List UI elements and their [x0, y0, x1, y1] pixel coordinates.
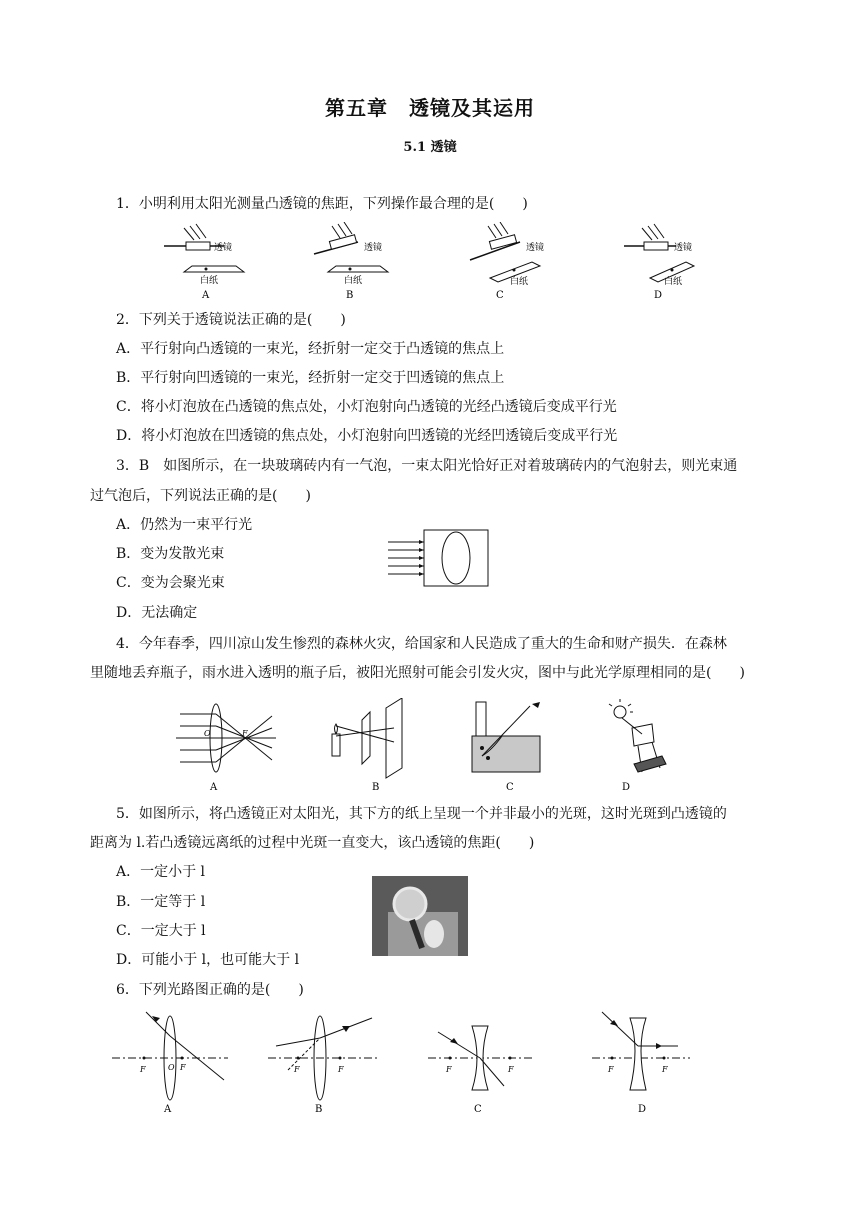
q5-option-b: B．一定等于 l — [116, 894, 206, 910]
q2-option-a: A．平行射向凸透镜的一束光，经折射一定交于凸透镜的焦点上 — [116, 341, 505, 357]
q1-stem: 1．小明利用太阳光测量凸透镜的焦距，下列操作最合理的是( ) — [116, 196, 528, 212]
q6-c-f-right: F — [508, 1065, 514, 1074]
q4-figure — [176, 698, 686, 798]
q1-b-lens-label: 透镜 — [364, 243, 383, 253]
q1-a-paper-label: 白纸 — [200, 276, 219, 286]
q5-stem-line2: 距离为 l.若凸透镜远离纸的过程中光斑一直变大，该凸透镜的焦距( ) — [90, 835, 535, 851]
q3-option-b: B．变为发散光束 — [116, 546, 225, 562]
q4-option-b: B — [372, 782, 380, 793]
q6-stem: 6．下列光路图正确的是( ) — [116, 982, 304, 998]
q2-option-b: B．平行射向凹透镜的一束光，经折射一定交于凹透镜的焦点上 — [116, 370, 505, 386]
q6-option-d: D — [638, 1104, 647, 1115]
q4-option-a: A — [210, 782, 218, 793]
q2-option-d: D．将小灯泡放在凹透镜的焦点处，小灯泡射向凹透镜的光经凹透镜后变成平行光 — [116, 428, 618, 444]
q4-stem-line1: 4．今年春季，四川凉山发生惨烈的森林火灾，给国家和人民造成了重大的生命和财产损失．在森林 — [116, 636, 727, 652]
q3-glass-brick-figure — [388, 528, 492, 588]
q6-fig-d — [592, 1012, 690, 1115]
q4-fig-b — [332, 698, 402, 793]
q6-a-f-left: F — [140, 1065, 146, 1074]
q5-option-d: D．可能小于 l，也可能大于 l — [116, 952, 300, 968]
chapter-title: 第五章 透镜及其运用 — [325, 96, 535, 120]
q4-option-c: C — [506, 782, 514, 793]
section-title: 5.1 透镜 — [403, 140, 457, 155]
q5-photo-magnifier — [372, 876, 468, 956]
q2-option-c: C．将小灯泡放在凸透镜的焦点处，小灯泡射向凸透镜的光经凸透镜后变成平行光 — [116, 399, 617, 415]
q6-b-f-left: F — [294, 1065, 300, 1074]
q6-option-c: C — [474, 1104, 482, 1115]
q6-c-f-left: F — [446, 1065, 452, 1074]
q5-option-a: A．一定小于 l — [116, 864, 206, 880]
q1-fig-d — [624, 224, 694, 301]
q1-b-paper-label: 白纸 — [344, 276, 363, 286]
q4-a-o-label: O — [204, 729, 211, 738]
q6-d-f-right: F — [662, 1065, 668, 1074]
q1-fig-c — [470, 222, 544, 301]
q4-fig-c — [472, 702, 540, 793]
q1-figure — [164, 222, 696, 302]
q3-option-c: C．变为会聚光束 — [116, 575, 225, 591]
q5-option-c: C．一定大于 l — [116, 923, 206, 939]
q1-d-lens-label: 透镜 — [674, 243, 693, 253]
q1-option-a: A — [202, 290, 210, 301]
q3-stem-line1: 3．B 如图所示，在一块玻璃砖内有一气泡，一束太阳光恰好正对着玻璃砖内的气泡射去，则光束通 — [116, 458, 738, 474]
q1-option-c: C — [496, 290, 504, 301]
q1-option-b: B — [346, 290, 354, 301]
q6-b-f-right: F — [338, 1065, 344, 1074]
q6-fig-a — [112, 1012, 228, 1115]
q3-stem-line2: 过气泡后，下列说法正确的是( ) — [90, 488, 311, 504]
q6-fig-c — [428, 1026, 534, 1115]
q6-a-f-right: F — [180, 1063, 186, 1072]
q4-fig-a — [176, 704, 276, 793]
q6-option-a: A — [164, 1104, 172, 1115]
q1-c-lens-label: 透镜 — [526, 243, 545, 253]
q6-a-o-label: O — [168, 1063, 175, 1072]
q1-c-paper-label: 白纸 — [510, 277, 529, 287]
q1-option-d: D — [654, 290, 663, 301]
q6-option-b: B — [315, 1104, 323, 1115]
q4-a-f-label: F — [242, 729, 248, 738]
q1-a-lens-label: 透镜 — [214, 243, 233, 253]
q4-fig-d — [609, 699, 666, 793]
q3-option-d: D．无法确定 — [116, 605, 198, 621]
q1-fig-b — [314, 222, 388, 301]
q4-stem-line2: 里随地丢弃瓶子，雨水进入透明的瓶子后，被阳光照射可能会引发火灾，图中与此光学原理相同的是( ) — [90, 665, 745, 681]
q3-option-a: A．仍然为一束平行光 — [116, 517, 253, 533]
q1-d-paper-label: 白纸 — [664, 277, 683, 287]
q6-d-f-left: F — [608, 1065, 614, 1074]
q5-stem-line1: 5．如图所示，将凸透镜正对太阳光，其下方的纸上呈现一个并非最小的光斑，这时光斑到凸透镜的 — [116, 806, 727, 822]
q6-fig-b — [268, 1016, 378, 1115]
q4-option-d: D — [622, 782, 631, 793]
q6-figure — [112, 1006, 696, 1118]
q2-stem: 2．下列关于透镜说法正确的是( ) — [116, 312, 346, 328]
q1-fig-a — [164, 224, 244, 301]
